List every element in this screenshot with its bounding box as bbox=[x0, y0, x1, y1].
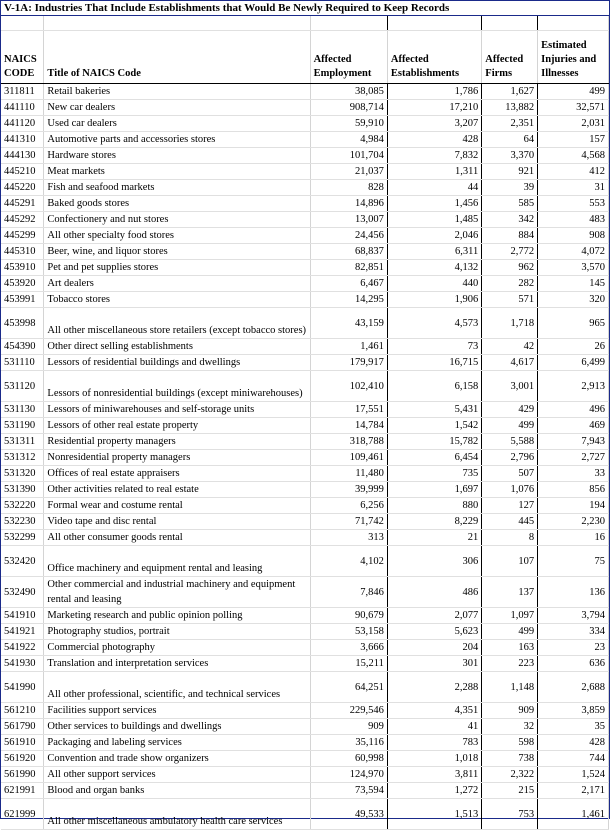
affected-establishments-cell: 44 bbox=[387, 180, 481, 196]
table-row bbox=[1, 514, 609, 530]
affected-employment-cell: 35,116 bbox=[310, 735, 387, 751]
industry-title-cell: Other commercial and industrial machinery and equipment rental and leasing bbox=[44, 577, 310, 608]
affected-establishments-cell: 486 bbox=[387, 577, 481, 608]
table-row bbox=[1, 132, 609, 148]
industry-title-cell: All other professional, scientific, and technical services bbox=[44, 672, 310, 703]
affected-establishments-cell: 1,542 bbox=[387, 418, 481, 434]
affected-employment-cell: 124,970 bbox=[310, 767, 387, 783]
naics-code-cell: 532220 bbox=[1, 498, 44, 514]
affected-firms-cell: 499 bbox=[482, 418, 538, 434]
industry-title-cell: Other services to buildings and dwellings bbox=[44, 719, 310, 735]
affected-firms-cell: 507 bbox=[482, 466, 538, 482]
estimated-injuries-cell: 136 bbox=[538, 577, 609, 608]
affected-employment-cell: 14,784 bbox=[310, 418, 387, 434]
affected-establishments-cell: 1,513 bbox=[387, 799, 481, 830]
affected-employment-cell: 14,896 bbox=[310, 196, 387, 212]
industry-title-cell: Video tape and disc rental bbox=[44, 514, 310, 530]
naics-code-cell: 531320 bbox=[1, 466, 44, 482]
naics-code-cell: 445291 bbox=[1, 196, 44, 212]
affected-employment-cell: 229,546 bbox=[310, 703, 387, 719]
industry-title-cell: Art dealers bbox=[44, 276, 310, 292]
affected-firms-cell: 64 bbox=[482, 132, 538, 148]
industry-title-cell: Fish and seafood markets bbox=[44, 180, 310, 196]
table-row bbox=[1, 767, 609, 783]
affected-employment-cell: 73,594 bbox=[310, 783, 387, 799]
estimated-injuries-cell: 499 bbox=[538, 84, 609, 100]
header-title: Title of NAICS Code bbox=[44, 31, 310, 84]
naics-code-cell: 531390 bbox=[1, 482, 44, 498]
affected-firms-cell: 223 bbox=[482, 656, 538, 672]
naics-code-cell: 441110 bbox=[1, 100, 44, 116]
affected-establishments-cell: 15,782 bbox=[387, 434, 481, 450]
affected-establishments-cell: 3,207 bbox=[387, 116, 481, 132]
affected-employment-cell: 49,533 bbox=[310, 799, 387, 830]
affected-firms-cell: 921 bbox=[482, 164, 538, 180]
affected-employment-cell: 179,917 bbox=[310, 355, 387, 371]
affected-establishments-cell: 306 bbox=[387, 546, 481, 577]
estimated-injuries-cell: 16 bbox=[538, 530, 609, 546]
table-row bbox=[1, 402, 609, 418]
estimated-injuries-cell: 35 bbox=[538, 719, 609, 735]
affected-establishments-cell: 1,272 bbox=[387, 783, 481, 799]
affected-establishments-cell: 1,697 bbox=[387, 482, 481, 498]
estimated-injuries-cell: 75 bbox=[538, 546, 609, 577]
affected-establishments-cell: 880 bbox=[387, 498, 481, 514]
affected-firms-cell: 39 bbox=[482, 180, 538, 196]
affected-establishments-cell: 16,715 bbox=[387, 355, 481, 371]
affected-firms-cell: 3,001 bbox=[482, 371, 538, 402]
naics-code-cell: 445210 bbox=[1, 164, 44, 180]
affected-firms-cell: 137 bbox=[482, 577, 538, 608]
industry-title-cell: Lessors of residential buildings and dwellings bbox=[44, 355, 310, 371]
industry-title-cell: Office machinery and equipment rental and leasing bbox=[44, 546, 310, 577]
industry-title-cell: Commercial photography bbox=[44, 640, 310, 656]
affected-establishments-cell: 73 bbox=[387, 339, 481, 355]
header-estimated-injuries: Estimated Injuries and Illnesses bbox=[538, 31, 609, 84]
table-row bbox=[1, 164, 609, 180]
industry-title-cell: Photography studios, portrait bbox=[44, 624, 310, 640]
table-row bbox=[1, 546, 609, 577]
industry-title-cell: Beer, wine, and liquor stores bbox=[44, 244, 310, 260]
affected-firms-cell: 32 bbox=[482, 719, 538, 735]
naics-code-cell: 531312 bbox=[1, 450, 44, 466]
table-row bbox=[1, 339, 609, 355]
affected-employment-cell: 313 bbox=[310, 530, 387, 546]
estimated-injuries-cell: 636 bbox=[538, 656, 609, 672]
estimated-injuries-cell: 856 bbox=[538, 482, 609, 498]
estimated-injuries-cell: 157 bbox=[538, 132, 609, 148]
naics-code-cell: 561910 bbox=[1, 735, 44, 751]
industry-title-cell: Retail bakeries bbox=[44, 84, 310, 100]
affected-establishments-cell: 783 bbox=[387, 735, 481, 751]
estimated-injuries-cell: 145 bbox=[538, 276, 609, 292]
table-row bbox=[1, 355, 609, 371]
affected-firms-cell: 4,617 bbox=[482, 355, 538, 371]
affected-employment-cell: 82,851 bbox=[310, 260, 387, 276]
affected-establishments-cell: 1,311 bbox=[387, 164, 481, 180]
affected-firms-cell: 571 bbox=[482, 292, 538, 308]
naics-code-cell: 531190 bbox=[1, 418, 44, 434]
industry-title-cell: Formal wear and costume rental bbox=[44, 498, 310, 514]
affected-employment-cell: 6,256 bbox=[310, 498, 387, 514]
affected-firms-cell: 499 bbox=[482, 624, 538, 640]
naics-code-cell: 441120 bbox=[1, 116, 44, 132]
affected-employment-cell: 4,102 bbox=[310, 546, 387, 577]
table-row bbox=[1, 212, 609, 228]
affected-employment-cell: 39,999 bbox=[310, 482, 387, 498]
naics-code-cell: 531311 bbox=[1, 434, 44, 450]
table-row bbox=[1, 434, 609, 450]
table-row bbox=[1, 116, 609, 132]
estimated-injuries-cell: 4,568 bbox=[538, 148, 609, 164]
naics-code-cell: 621999 bbox=[1, 799, 44, 830]
naics-code-cell: 531120 bbox=[1, 371, 44, 402]
table-row bbox=[1, 498, 609, 514]
blank-row bbox=[1, 16, 609, 31]
estimated-injuries-cell: 2,688 bbox=[538, 672, 609, 703]
affected-firms-cell: 5,588 bbox=[482, 434, 538, 450]
affected-establishments-cell: 4,573 bbox=[387, 308, 481, 339]
estimated-injuries-cell: 194 bbox=[538, 498, 609, 514]
affected-employment-cell: 90,679 bbox=[310, 608, 387, 624]
affected-establishments-cell: 2,046 bbox=[387, 228, 481, 244]
estimated-injuries-cell: 33 bbox=[538, 466, 609, 482]
affected-firms-cell: 753 bbox=[482, 799, 538, 830]
industry-title-cell: Translation and interpretation services bbox=[44, 656, 310, 672]
affected-establishments-cell: 440 bbox=[387, 276, 481, 292]
industry-title-cell: All other miscellaneous store retailers (except tobacco stores) bbox=[44, 308, 310, 339]
table-row bbox=[1, 624, 609, 640]
table-row bbox=[1, 180, 609, 196]
affected-firms-cell: 962 bbox=[482, 260, 538, 276]
estimated-injuries-cell: 744 bbox=[538, 751, 609, 767]
estimated-injuries-cell: 2,230 bbox=[538, 514, 609, 530]
naics-code-cell: 541922 bbox=[1, 640, 44, 656]
table-row bbox=[1, 703, 609, 719]
affected-employment-cell: 14,295 bbox=[310, 292, 387, 308]
naics-code-cell: 453920 bbox=[1, 276, 44, 292]
affected-establishments-cell: 428 bbox=[387, 132, 481, 148]
affected-establishments-cell: 5,623 bbox=[387, 624, 481, 640]
industry-title-cell: Pet and pet supplies stores bbox=[44, 260, 310, 276]
affected-firms-cell: 163 bbox=[482, 640, 538, 656]
industry-title-cell: Hardware stores bbox=[44, 148, 310, 164]
industry-title-cell: Automotive parts and accessories stores bbox=[44, 132, 310, 148]
naics-code-cell: 541921 bbox=[1, 624, 44, 640]
affected-firms-cell: 2,351 bbox=[482, 116, 538, 132]
affected-employment-cell: 909 bbox=[310, 719, 387, 735]
table-body bbox=[1, 84, 609, 830]
affected-employment-cell: 17,551 bbox=[310, 402, 387, 418]
affected-employment-cell: 3,666 bbox=[310, 640, 387, 656]
affected-firms-cell: 215 bbox=[482, 783, 538, 799]
estimated-injuries-cell: 7,943 bbox=[538, 434, 609, 450]
affected-establishments-cell: 5,431 bbox=[387, 402, 481, 418]
table-row bbox=[1, 672, 609, 703]
affected-firms-cell: 738 bbox=[482, 751, 538, 767]
estimated-injuries-cell: 908 bbox=[538, 228, 609, 244]
affected-firms-cell: 42 bbox=[482, 339, 538, 355]
estimated-injuries-cell: 2,171 bbox=[538, 783, 609, 799]
naics-code-cell: 445299 bbox=[1, 228, 44, 244]
estimated-injuries-cell: 2,031 bbox=[538, 116, 609, 132]
naics-code-cell: 453910 bbox=[1, 260, 44, 276]
header-naics-code: NAICS CODE bbox=[1, 31, 44, 84]
affected-firms-cell: 342 bbox=[482, 212, 538, 228]
table-row bbox=[1, 244, 609, 260]
industry-title-cell: All other specialty food stores bbox=[44, 228, 310, 244]
affected-firms-cell: 884 bbox=[482, 228, 538, 244]
table-row bbox=[1, 482, 609, 498]
affected-employment-cell: 64,251 bbox=[310, 672, 387, 703]
affected-establishments-cell: 7,832 bbox=[387, 148, 481, 164]
industries-table bbox=[1, 16, 609, 830]
affected-establishments-cell: 6,311 bbox=[387, 244, 481, 260]
affected-firms-cell: 8 bbox=[482, 530, 538, 546]
affected-firms-cell: 598 bbox=[482, 735, 538, 751]
naics-code-cell: 441310 bbox=[1, 132, 44, 148]
naics-code-cell: 531110 bbox=[1, 355, 44, 371]
naics-code-cell: 445310 bbox=[1, 244, 44, 260]
naics-code-cell: 541910 bbox=[1, 608, 44, 624]
affected-firms-cell: 13,882 bbox=[482, 100, 538, 116]
table-row bbox=[1, 371, 609, 402]
industry-title-cell: Offices of real estate appraisers bbox=[44, 466, 310, 482]
industry-title-cell: Facilities support services bbox=[44, 703, 310, 719]
affected-establishments-cell: 3,811 bbox=[387, 767, 481, 783]
affected-establishments-cell: 1,485 bbox=[387, 212, 481, 228]
affected-establishments-cell: 2,288 bbox=[387, 672, 481, 703]
estimated-injuries-cell: 3,570 bbox=[538, 260, 609, 276]
affected-establishments-cell: 17,210 bbox=[387, 100, 481, 116]
affected-employment-cell: 59,910 bbox=[310, 116, 387, 132]
industry-title-cell: Tobacco stores bbox=[44, 292, 310, 308]
affected-firms-cell: 127 bbox=[482, 498, 538, 514]
table-row bbox=[1, 260, 609, 276]
industry-title-cell: Lessors of miniwarehouses and self-storage units bbox=[44, 402, 310, 418]
affected-establishments-cell: 735 bbox=[387, 466, 481, 482]
affected-employment-cell: 15,211 bbox=[310, 656, 387, 672]
industry-title-cell: Other activities related to real estate bbox=[44, 482, 310, 498]
estimated-injuries-cell: 26 bbox=[538, 339, 609, 355]
table-row bbox=[1, 783, 609, 799]
table-row bbox=[1, 308, 609, 339]
affected-firms-cell: 2,322 bbox=[482, 767, 538, 783]
industry-title-cell: All other consumer goods rental bbox=[44, 530, 310, 546]
affected-establishments-cell: 6,454 bbox=[387, 450, 481, 466]
affected-employment-cell: 1,461 bbox=[310, 339, 387, 355]
affected-employment-cell: 71,742 bbox=[310, 514, 387, 530]
estimated-injuries-cell: 3,794 bbox=[538, 608, 609, 624]
affected-employment-cell: 38,085 bbox=[310, 84, 387, 100]
header-affected-employment: Affected Employment bbox=[310, 31, 387, 84]
affected-establishments-cell: 6,158 bbox=[387, 371, 481, 402]
affected-firms-cell: 909 bbox=[482, 703, 538, 719]
table-row bbox=[1, 196, 609, 212]
affected-employment-cell: 4,984 bbox=[310, 132, 387, 148]
naics-code-cell: 532490 bbox=[1, 577, 44, 608]
affected-employment-cell: 102,410 bbox=[310, 371, 387, 402]
header-affected-firms: Affected Firms bbox=[482, 31, 538, 84]
affected-firms-cell: 585 bbox=[482, 196, 538, 212]
naics-code-cell: 444130 bbox=[1, 148, 44, 164]
estimated-injuries-cell: 320 bbox=[538, 292, 609, 308]
affected-employment-cell: 21,037 bbox=[310, 164, 387, 180]
naics-code-cell: 541990 bbox=[1, 672, 44, 703]
industry-title-cell: All other miscellaneous ambulatory health care services bbox=[44, 799, 310, 830]
affected-establishments-cell: 204 bbox=[387, 640, 481, 656]
industry-title-cell: New car dealers bbox=[44, 100, 310, 116]
affected-firms-cell: 3,370 bbox=[482, 148, 538, 164]
estimated-injuries-cell: 2,913 bbox=[538, 371, 609, 402]
affected-establishments-cell: 1,906 bbox=[387, 292, 481, 308]
table-row bbox=[1, 608, 609, 624]
affected-establishments-cell: 8,229 bbox=[387, 514, 481, 530]
estimated-injuries-cell: 32,571 bbox=[538, 100, 609, 116]
estimated-injuries-cell: 496 bbox=[538, 402, 609, 418]
industry-title-cell: Used car dealers bbox=[44, 116, 310, 132]
affected-establishments-cell: 2,077 bbox=[387, 608, 481, 624]
estimated-injuries-cell: 23 bbox=[538, 640, 609, 656]
industry-title-cell: Baked goods stores bbox=[44, 196, 310, 212]
naics-code-cell: 453998 bbox=[1, 308, 44, 339]
industry-title-cell: Lessors of nonresidential buildings (except miniwarehouses) bbox=[44, 371, 310, 402]
affected-firms-cell: 1,148 bbox=[482, 672, 538, 703]
naics-code-cell: 532230 bbox=[1, 514, 44, 530]
affected-employment-cell: 53,158 bbox=[310, 624, 387, 640]
naics-code-cell: 532299 bbox=[1, 530, 44, 546]
naics-code-cell: 453991 bbox=[1, 292, 44, 308]
affected-firms-cell: 2,796 bbox=[482, 450, 538, 466]
affected-firms-cell: 107 bbox=[482, 546, 538, 577]
affected-employment-cell: 109,461 bbox=[310, 450, 387, 466]
table-row bbox=[1, 577, 609, 608]
affected-establishments-cell: 1,456 bbox=[387, 196, 481, 212]
table-row bbox=[1, 751, 609, 767]
affected-employment-cell: 43,159 bbox=[310, 308, 387, 339]
naics-code-cell: 532420 bbox=[1, 546, 44, 577]
affected-employment-cell: 13,007 bbox=[310, 212, 387, 228]
estimated-injuries-cell: 334 bbox=[538, 624, 609, 640]
industry-title-cell: Convention and trade show organizers bbox=[44, 751, 310, 767]
affected-establishments-cell: 1,018 bbox=[387, 751, 481, 767]
table-row bbox=[1, 418, 609, 434]
affected-firms-cell: 1,718 bbox=[482, 308, 538, 339]
estimated-injuries-cell: 2,727 bbox=[538, 450, 609, 466]
industry-title-cell: Residential property managers bbox=[44, 434, 310, 450]
industry-title-cell: Nonresidential property managers bbox=[44, 450, 310, 466]
affected-establishments-cell: 301 bbox=[387, 656, 481, 672]
table-row bbox=[1, 148, 609, 164]
estimated-injuries-cell: 1,524 bbox=[538, 767, 609, 783]
table-row bbox=[1, 292, 609, 308]
table-row bbox=[1, 719, 609, 735]
affected-employment-cell: 6,467 bbox=[310, 276, 387, 292]
estimated-injuries-cell: 31 bbox=[538, 180, 609, 196]
estimated-injuries-cell: 965 bbox=[538, 308, 609, 339]
estimated-injuries-cell: 483 bbox=[538, 212, 609, 228]
estimated-injuries-cell: 553 bbox=[538, 196, 609, 212]
estimated-injuries-cell: 3,859 bbox=[538, 703, 609, 719]
naics-code-cell: 561790 bbox=[1, 719, 44, 735]
affected-employment-cell: 60,998 bbox=[310, 751, 387, 767]
naics-code-cell: 531130 bbox=[1, 402, 44, 418]
estimated-injuries-cell: 6,499 bbox=[538, 355, 609, 371]
naics-code-cell: 311811 bbox=[1, 84, 44, 100]
table-row bbox=[1, 530, 609, 546]
estimated-injuries-cell: 412 bbox=[538, 164, 609, 180]
industry-title-cell: Confectionery and nut stores bbox=[44, 212, 310, 228]
affected-employment-cell: 908,714 bbox=[310, 100, 387, 116]
affected-firms-cell: 282 bbox=[482, 276, 538, 292]
affected-firms-cell: 445 bbox=[482, 514, 538, 530]
affected-employment-cell: 7,846 bbox=[310, 577, 387, 608]
affected-firms-cell: 2,772 bbox=[482, 244, 538, 260]
table-row bbox=[1, 799, 609, 830]
affected-employment-cell: 24,456 bbox=[310, 228, 387, 244]
affected-firms-cell: 429 bbox=[482, 402, 538, 418]
table-row bbox=[1, 228, 609, 244]
industry-title-cell: Packaging and labeling services bbox=[44, 735, 310, 751]
industry-title-cell: Meat markets bbox=[44, 164, 310, 180]
table-row bbox=[1, 450, 609, 466]
affected-firms-cell: 1,076 bbox=[482, 482, 538, 498]
estimated-injuries-cell: 4,072 bbox=[538, 244, 609, 260]
naics-code-cell: 445220 bbox=[1, 180, 44, 196]
affected-establishments-cell: 1,786 bbox=[387, 84, 481, 100]
affected-employment-cell: 101,704 bbox=[310, 148, 387, 164]
table-row bbox=[1, 84, 609, 100]
naics-code-cell: 561990 bbox=[1, 767, 44, 783]
naics-code-cell: 561210 bbox=[1, 703, 44, 719]
table-row bbox=[1, 276, 609, 292]
table-row bbox=[1, 466, 609, 482]
affected-establishments-cell: 4,351 bbox=[387, 703, 481, 719]
table-caption: V-1A: Industries That Include Establishments that Would Be Newly Required to Keep Records bbox=[1, 1, 609, 16]
naics-code-cell: 561920 bbox=[1, 751, 44, 767]
affected-firms-cell: 1,097 bbox=[482, 608, 538, 624]
table-row bbox=[1, 656, 609, 672]
industry-title-cell: Lessors of other real estate property bbox=[44, 418, 310, 434]
affected-employment-cell: 11,480 bbox=[310, 466, 387, 482]
affected-firms-cell: 1,627 bbox=[482, 84, 538, 100]
industry-title-cell: Other direct selling establishments bbox=[44, 339, 310, 355]
header-affected-establishments: Affected Establishments bbox=[387, 31, 481, 84]
naics-code-cell: 621991 bbox=[1, 783, 44, 799]
naics-code-cell: 541930 bbox=[1, 656, 44, 672]
industry-title-cell: All other support services bbox=[44, 767, 310, 783]
affected-employment-cell: 828 bbox=[310, 180, 387, 196]
table-row bbox=[1, 640, 609, 656]
industry-title-cell: Marketing research and public opinion polling bbox=[44, 608, 310, 624]
naics-code-cell: 445292 bbox=[1, 212, 44, 228]
estimated-injuries-cell: 428 bbox=[538, 735, 609, 751]
table-row bbox=[1, 100, 609, 116]
affected-establishments-cell: 4,132 bbox=[387, 260, 481, 276]
naics-code-cell: 454390 bbox=[1, 339, 44, 355]
table-row bbox=[1, 735, 609, 751]
estimated-injuries-cell: 1,461 bbox=[538, 799, 609, 830]
affected-establishments-cell: 41 bbox=[387, 719, 481, 735]
header-row bbox=[1, 31, 609, 84]
affected-employment-cell: 318,788 bbox=[310, 434, 387, 450]
industry-title-cell: Blood and organ banks bbox=[44, 783, 310, 799]
estimated-injuries-cell: 469 bbox=[538, 418, 609, 434]
affected-employment-cell: 68,837 bbox=[310, 244, 387, 260]
affected-establishments-cell: 21 bbox=[387, 530, 481, 546]
